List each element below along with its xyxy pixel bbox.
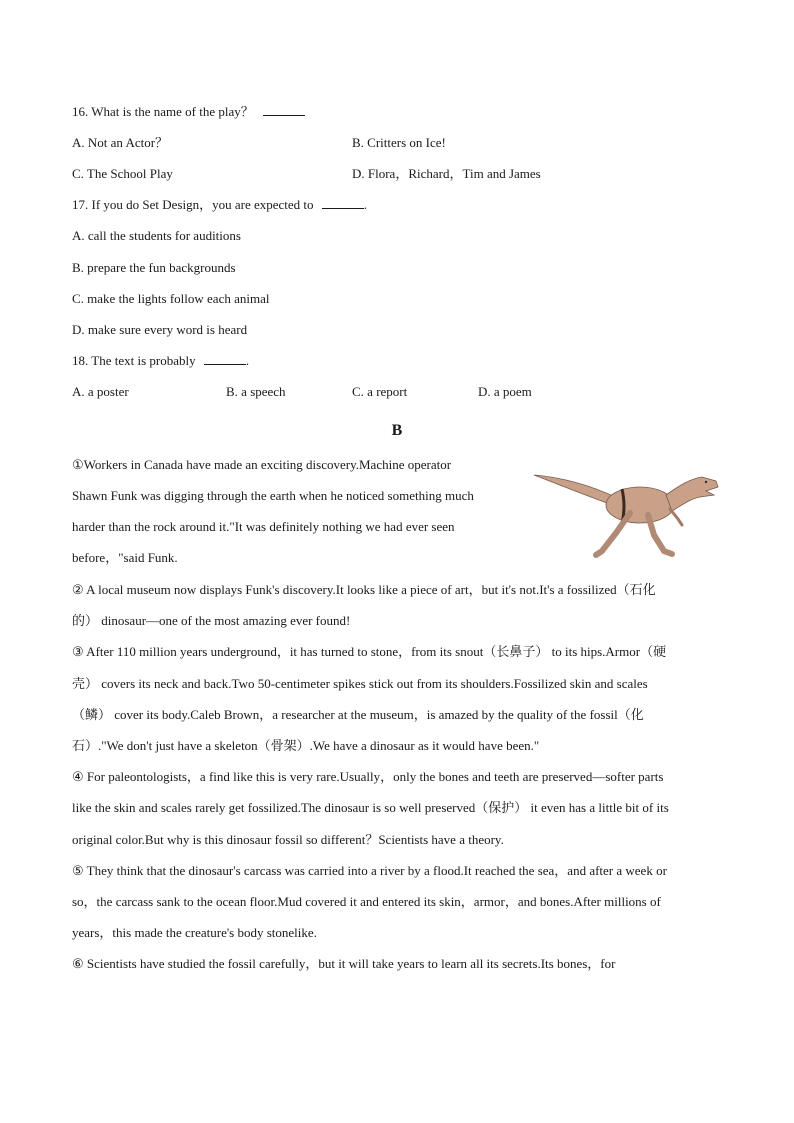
question-18-tail: . [245, 353, 250, 368]
option-16b: B. Critters on Ice! [352, 135, 446, 150]
passage-line-14: ⑤ They think that the dinosaur's carcass was carried into a river by a flood.It reached the sea，and after a week or [72, 863, 667, 878]
answer-blank-17 [322, 208, 364, 209]
option-18d: D. a poem [478, 384, 532, 399]
question-16 [72, 103, 305, 121]
option-18b: B. a speech [226, 384, 286, 399]
question-17 [72, 196, 367, 214]
option-18a: A. a poster [72, 384, 129, 399]
passage-line-7: ③ After 110 million years underground，it has turned to stone，from its snout（长鼻子） to its hips.Armor（硬 [72, 644, 667, 659]
option-17b: B. prepare the fun backgrounds [72, 260, 236, 275]
option-17c: C. make the lights follow each animal [72, 291, 270, 306]
question-17-tail: . [363, 197, 368, 212]
option-18c: C. a report [352, 384, 408, 399]
answer-blank-16 [263, 115, 305, 116]
passage-line-1: ①Workers in Canada have made an exciting discovery.Machine operator [72, 457, 452, 472]
passage-line-4: before，"said Funk. [72, 550, 178, 565]
passage-line-8: 壳） covers its neck and back.Two 50-centimeter spikes stick out from its shoulders.Fossilized skin and scales [72, 676, 648, 691]
option-17a: A. call the students for auditions [72, 228, 241, 243]
passage-line-11: ④ For paleontologists，a find like this is very rare.Usually，only the bones and teeth are preserved—softer parts [72, 769, 664, 784]
section-title: B [391, 422, 403, 439]
passage-line-9: （鳞） cover its body.Caleb Brown，a researcher at the museum，is amazed by the quality of the fossil（化 [72, 707, 644, 722]
dinosaur-illustration-icon [530, 455, 722, 559]
question-16-text: 16. What is the name of the play？ [72, 104, 254, 119]
option-16d: D. Flora，Richard，Tim and James [352, 166, 541, 181]
passage-line-13: original color.But why is this dinosaur fossil so different？Scientists have a theory. [72, 832, 504, 847]
question-17-text: 17. If you do Set Design，you are expected to [72, 197, 314, 212]
question-18-text: 18. The text is probably [72, 353, 196, 368]
question-18 [72, 352, 249, 370]
passage-line-3: harder than the rock around it."It was definitely nothing we had ever seen [72, 519, 455, 534]
option-16c: C. The School Play [72, 166, 173, 181]
passage-line-2: Shawn Funk was digging through the earth when he noticed something much [72, 488, 474, 503]
passage-line-15: so，the carcass sank to the ocean floor.Mud covered it and entered its skin，armor，and bones.After millions of [72, 894, 661, 909]
answer-blank-18 [204, 364, 246, 365]
passage-line-17: ⑥ Scientists have studied the fossil carefully，but it will take years to learn all its secrets.Its bones，for [72, 956, 616, 971]
passage-line-16: years，this made the creature's body stonelike. [72, 925, 317, 940]
passage-line-6: 的） dinosaur—one of the most amazing ever found! [72, 613, 351, 628]
option-17d: D. make sure every word is heard [72, 322, 248, 337]
option-16a: A. Not an Actor？ [72, 135, 169, 150]
passage-line-5: ② A local museum now displays Funk's discovery.It looks like a piece of art，but it's not.It's a fossilized（石化 [72, 582, 656, 597]
passage-line-10: 石）."We don't just have a skeleton（骨架）.We have a dinosaur as it would have been." [72, 738, 540, 753]
passage-line-12: like the skin and scales rarely get fossilized.The dinosaur is so well preserved（保护） it even has a little bit of its [72, 800, 669, 815]
